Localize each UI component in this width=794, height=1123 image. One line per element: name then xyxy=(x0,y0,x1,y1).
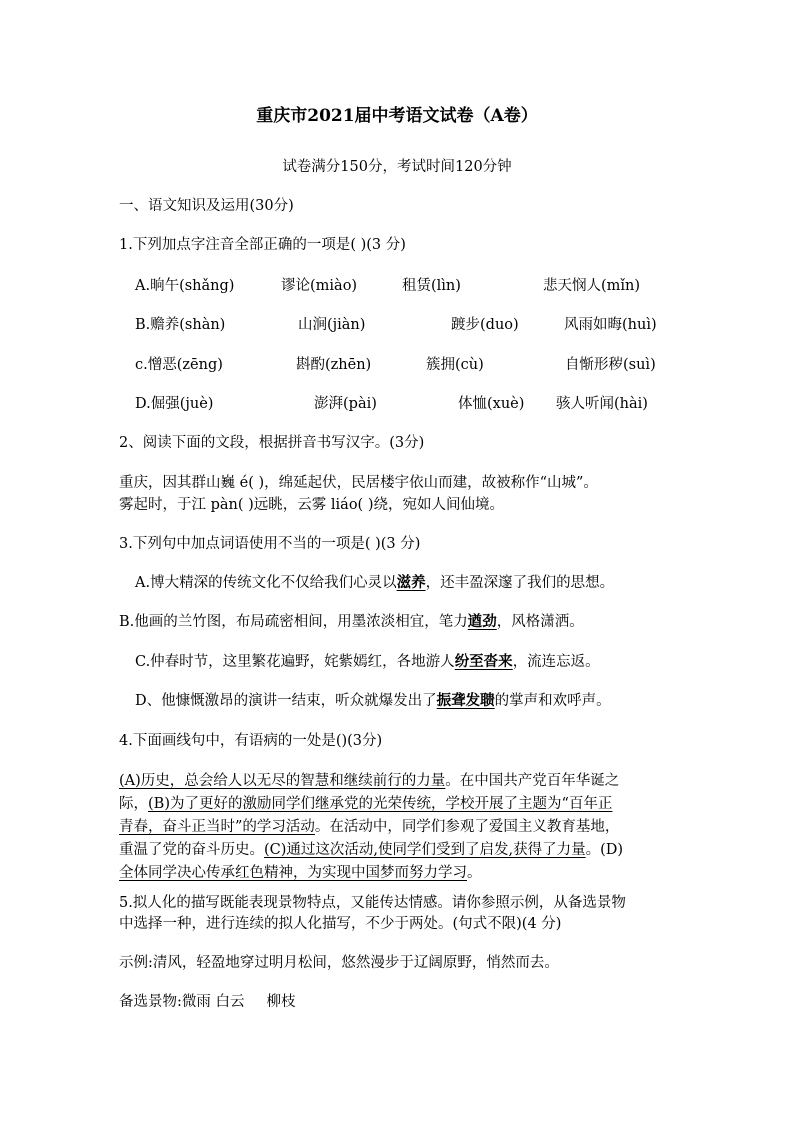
option-text: B.他画的兰竹图，布局疏密相间，用墨浓淡相宜，笔力 xyxy=(119,614,468,630)
passage-text: 。 xyxy=(467,865,482,881)
option-c-1: c.憎恶(zēng) xyxy=(135,357,223,373)
dotted-word: 纷至沓来 xyxy=(454,653,513,670)
underlined-sentence-b: (B)为了更好的激励同学们继承党的光荣传统，学校开展了主题为“百年正 xyxy=(148,796,613,812)
option-text: 的掌声和欢呼声。 xyxy=(494,693,611,709)
question-2-stem: 2、阅读下面的文段，根据拼音书写汉字。(3分) xyxy=(119,435,425,451)
option-a-3: 租赁(lìn) xyxy=(402,278,461,294)
page-title: 重庆市2021届中考语文试卷（A卷） xyxy=(256,106,538,126)
question-4-passage-line-1 xyxy=(119,771,619,791)
question-3-option-b xyxy=(119,612,584,632)
exam-info: 试卷满分150分，考试时间120分钟 xyxy=(282,159,512,175)
passage-text: 。在活动中，同学们参观了爱国主义教育基地， xyxy=(314,819,620,835)
option-text: ，还丰盈深邃了我们的思想。 xyxy=(425,575,615,591)
question-4-passage-line-5 xyxy=(119,863,482,883)
option-d-1: D.倔强(juè) xyxy=(135,396,214,412)
question-2-passage-line-2: 雾起时，于江 pàn( )远眺，云雾 liáo( )绕，宛如人间仙境。 xyxy=(119,497,504,513)
passage-text: 重温了党的奋斗历史。 xyxy=(119,842,264,858)
question-5-options xyxy=(119,992,296,1012)
option-text: D、他慷慨激昂的演讲一结束，听众就爆发出了 xyxy=(135,693,437,709)
question-4-stem: 4.下面画线句中，有语病的一处是()(3分) xyxy=(119,733,383,749)
question-2-passage-line-1: 重庆，因其群山巍 é( )，绵延起伏，民居楼宇依山而建，故被称作“山城”。 xyxy=(119,475,598,491)
option-d-2: 澎湃(pài) xyxy=(314,396,377,412)
option-a-2: 谬论(miào) xyxy=(281,278,358,294)
option-c-2: 斟酌(zhēn) xyxy=(296,357,372,373)
question-4-passage-line-4 xyxy=(119,840,623,860)
underlined-sentence-b-cont: 青春，奋斗正当时”的学习活动 xyxy=(119,819,315,835)
question-3-option-c xyxy=(135,652,600,672)
underlined-sentence-a: (A)历史，总会给人以无尽的智慧和继续前行的力量 xyxy=(119,773,446,789)
question-5-example: 示例:清风，轻盈地穿过明月松间，悠然漫步于辽阔原野，悄然而去。 xyxy=(119,955,559,971)
option-a-4: 悲天悯人(mǐn) xyxy=(543,278,641,294)
question-1-stem: 1.下列加点字注音全部正确的一项是( )(3 分) xyxy=(119,237,406,253)
option-text: C.仲春时节，这里繁花遍野，姹紫嫣红，各地游人 xyxy=(135,654,455,670)
option-willow: 柳枝 xyxy=(266,994,296,1010)
option-text: ，流连忘返。 xyxy=(512,654,600,670)
question-3-option-d xyxy=(135,691,611,711)
option-text: A.博大精深的传统文化不仅给我们心灵以 xyxy=(135,575,397,591)
section-heading: 一、语文知识及运用(30分) xyxy=(119,198,294,214)
dotted-word: 振聋发聩 xyxy=(436,692,495,709)
question-4-passage-line-3 xyxy=(119,817,619,837)
options-label: 备选景物:微雨 白云 xyxy=(119,994,245,1010)
passage-text: 。(D) xyxy=(585,842,624,858)
dotted-word: 遒劲 xyxy=(467,613,497,630)
option-d-3: 体恤(xuè) xyxy=(458,396,525,412)
question-3-option-a xyxy=(135,573,614,593)
option-a-1: A.晌午(shǎng) xyxy=(135,278,235,294)
underlined-sentence-d: 全体同学决心传承红色精神，为实现中国梦而努力学习 xyxy=(119,865,467,881)
option-d-4: 骇人听闻(hài) xyxy=(556,396,648,412)
option-b-3: 踱步(duo) xyxy=(451,317,519,333)
option-c-3: 簇拥(cù) xyxy=(426,357,484,373)
question-4-passage-line-2 xyxy=(119,794,612,814)
question-5-stem-line-2: 中选择一种，进行连续的拟人化描写，不少于两处。(句式不限)(4 分) xyxy=(119,916,562,932)
option-text: ，风格潇洒。 xyxy=(496,614,584,630)
option-c-4: 自惭形秽(suì) xyxy=(565,357,656,373)
option-b-2: 山涧(jiàn) xyxy=(298,317,366,333)
option-b-4: 风雨如晦(huì) xyxy=(564,317,657,333)
dotted-word: 滋养 xyxy=(396,574,426,591)
underlined-sentence-c: (C)通过这次活动,使同学们受到了启发,获得了力量 xyxy=(264,842,586,858)
passage-text: 际， xyxy=(119,796,148,812)
passage-text: 。在中国共产党百年华诞之 xyxy=(445,773,620,789)
question-5-stem-line-1: 5.拟人化的描写既能表现景物特点，又能传达情感。请你参照示例，从备选景物 xyxy=(119,895,626,911)
option-b-1: B.赡养(shàn) xyxy=(135,317,226,333)
question-3-stem: 3.下列句中加点词语使用不当的一项是( )(3 分) xyxy=(119,536,421,552)
